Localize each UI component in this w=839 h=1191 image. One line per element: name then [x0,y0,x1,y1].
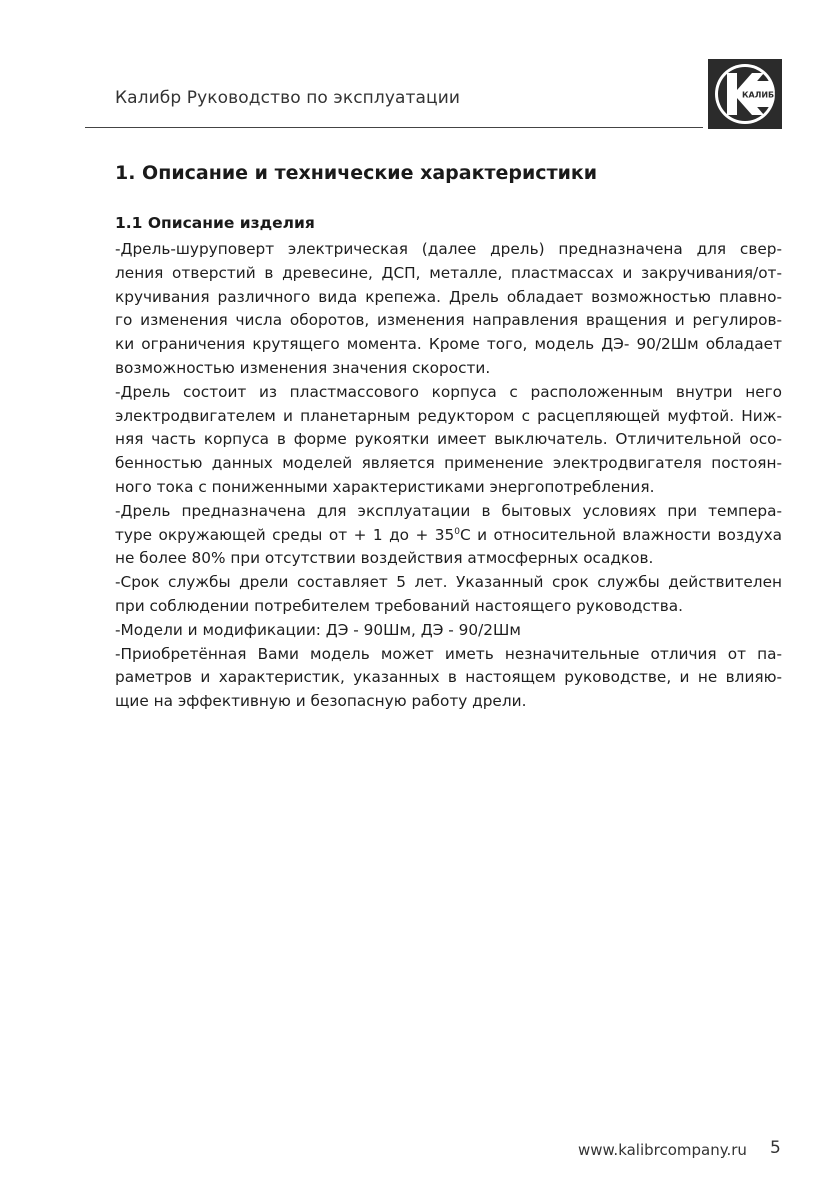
subsection-title: 1.1 Описание изделия [115,214,315,232]
text-line: няя часть корпуса в форме рукоятки имеет выключатель. Отличительной осо- [115,430,782,449]
paragraph [115,238,782,381]
text-line [115,524,782,548]
text-line: -Приобретённая Вами модель может иметь незначительные отличия от па- [115,644,782,663]
text-line: щие на эффективную и безопасную работу дрели. [115,692,527,711]
text-line: ного тока с пониженными характеристиками энергопотребления. [115,477,655,496]
text-line: бенностью данных моделей является применение электродвигателя постоян- [115,454,782,473]
kalibr-logo [708,59,782,129]
paragraph [115,643,782,714]
text-line: -Модели и модификации: ДЭ - 90Шм, ДЭ - 90/2Шм [115,620,521,639]
text-line: кручивания различного вида крепежа. Дрель обладает возможностью плавно- [115,287,782,306]
text-line: электродвигателем и планетарным редуктором с расцепляющей муфтой. Ниж- [115,406,782,425]
body-text [115,238,782,714]
text-line: не более 80% при отсутствии воздействия атмосферных осадков. [115,549,654,568]
kalibr-logo-icon [708,59,782,129]
text-line: ки ограничения крутящего момента. Кроме того, модель ДЭ- 90/2Шм обладает [115,335,782,354]
text-line: раметров и характеристик, указанных в настоящем руководстве, и не влияю- [115,668,782,687]
text-line: -Срок службы дрели составляет 5 лет. Указанный срок службы действителен [115,573,782,592]
temperature-text: туре окружающей среды от + 1 до + 35 [115,525,455,544]
text-line: ления отверстий в древесине, ДСП, металле, пластмассах и закручивания/от- [115,263,782,282]
paragraph [115,571,782,619]
header-divider [85,127,703,128]
header-title: Калибр Руководство по эксплуатации [115,88,461,108]
text-line: возможностью изменения значения скорости. [115,358,491,377]
text-line: при соблюдении потребителем требований настоящего руководства. [115,596,683,615]
text-line: -Дрель состоит из пластмассового корпуса с расположенным внутри него [115,382,782,401]
section-title: 1. Описание и технические характеристики [115,162,598,184]
logo-text: КАЛИБР [741,90,781,100]
text-line: -Дрель-шуруповерт электрическая (далее дрель) предназначена для свер- [115,240,782,258]
page-number: 5 [770,1138,781,1158]
text-line: -Дрель предназначена для эксплуатации в бытовых условиях при темпера- [115,501,782,520]
paragraph [115,381,782,500]
degree-superscript: 0 [454,526,460,537]
text-line: го изменения числа оборотов, изменения направления вращения и регулиров- [115,311,782,330]
temperature-rest: С и относительной влажности воздуха [459,525,783,544]
paragraph [115,500,782,571]
paragraph [115,619,782,643]
footer-url[interactable]: www.kalibrcompany.ru [578,1141,747,1159]
